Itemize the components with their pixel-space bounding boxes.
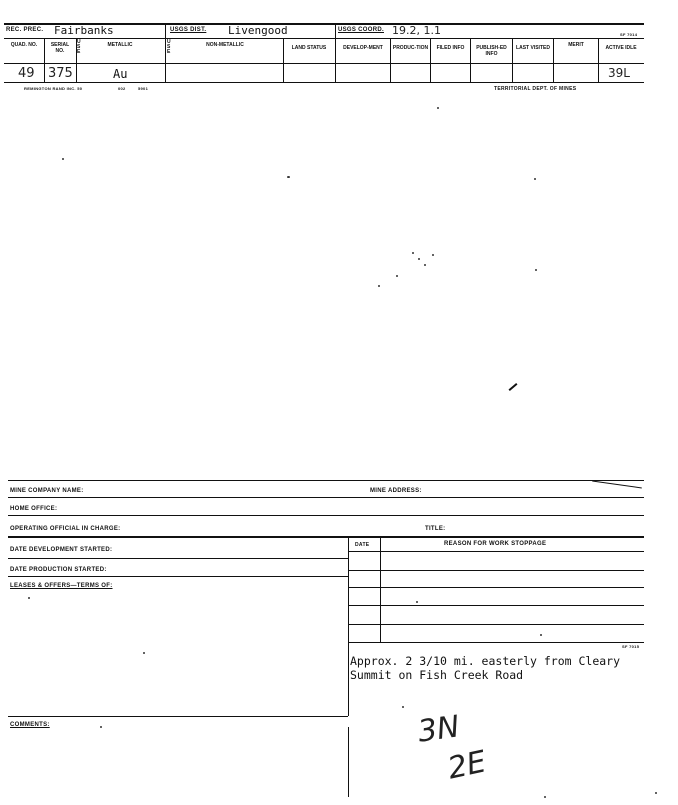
- stoppage-reason-header: REASON FOR WORK STOPPAGE: [444, 541, 547, 547]
- divider: [470, 38, 471, 82]
- col-filed-info: FILED INFO: [436, 45, 465, 51]
- table-row: [348, 642, 644, 643]
- mine-address-label: MINE ADDRESS:: [370, 488, 422, 494]
- table-row: [348, 587, 644, 588]
- speck: [655, 792, 657, 794]
- divider: [390, 38, 391, 82]
- col-non-metallic: NON-METALLIC: [206, 42, 244, 48]
- speck: [412, 252, 414, 254]
- pen-mark: [509, 383, 518, 391]
- comments-label: COMMENTS:: [10, 722, 50, 728]
- col-land-status: LAND STATUS: [291, 45, 327, 51]
- table-row: [348, 551, 644, 552]
- divider: [44, 38, 45, 82]
- col-published-info: PUBLISH-ED INFO: [476, 45, 507, 57]
- col-serial-no: SERIAL NO.: [50, 42, 70, 54]
- col-use-code-2: U S E: [167, 39, 171, 55]
- usgs-coord-label: USGS COORD.: [338, 27, 384, 33]
- speck: [62, 158, 64, 160]
- footer-code-2: 5901: [138, 86, 149, 91]
- form-number-top: SF 7014: [620, 32, 638, 37]
- row-rule: [8, 558, 348, 559]
- metallic-value: Au: [113, 67, 128, 81]
- speck: [402, 706, 404, 708]
- divider: [283, 38, 284, 82]
- col-active-idle: ACTIVE IDLE: [605, 45, 637, 51]
- footer-code-1: 002: [118, 86, 126, 91]
- divider: [430, 38, 431, 82]
- col-development: DEVELOP-MENT: [343, 45, 383, 51]
- bottom-card-top-rule: [8, 480, 644, 481]
- row-rule: [8, 497, 644, 498]
- row-rule: [8, 576, 348, 577]
- handwritten-range: 2E: [444, 744, 490, 787]
- speck: [432, 254, 434, 256]
- speck: [535, 269, 537, 271]
- home-office-label: HOME OFFICE:: [10, 506, 58, 512]
- stoppage-date-header: DATE: [355, 542, 370, 548]
- title-label: TITLE:: [425, 526, 446, 532]
- divider: [348, 538, 349, 716]
- col-production: PRODUC-TION: [392, 45, 429, 51]
- divider: [380, 538, 381, 642]
- top-card-header-rule: [4, 38, 644, 39]
- usgs-coord-value: 19.2, 1.1: [392, 24, 441, 37]
- divider: [512, 38, 513, 82]
- date-development-label: DATE DEVELOPMENT STARTED:: [10, 547, 113, 553]
- col-metallic: METALLIC: [107, 42, 133, 48]
- col-use-code-1: U S E: [77, 39, 81, 55]
- table-row: [348, 570, 644, 571]
- rec-prec-value: Fairbanks: [54, 24, 114, 37]
- usgs-dist-label: USGS DIST.: [170, 27, 207, 33]
- speck: [540, 634, 542, 636]
- speck: [416, 601, 418, 603]
- location-note-line1: Approx. 2 3/10 mi. easterly from Cleary: [350, 654, 621, 668]
- table-row: [348, 605, 644, 606]
- speck: [534, 178, 536, 180]
- col-last-visited: LAST VISITED: [516, 45, 550, 51]
- row-rule: [8, 515, 644, 516]
- form-number-bottom: SF 7015: [622, 644, 640, 649]
- speck: [437, 107, 439, 109]
- row-rule: [8, 536, 644, 538]
- divider: [553, 38, 554, 82]
- divider: [165, 24, 166, 82]
- location-note-line2: Summit on Fish Creek Road: [350, 668, 524, 682]
- active-idle-value: 39L: [608, 66, 630, 80]
- issuing-office: TERRITORIAL DEPT. OF MINES: [494, 86, 577, 92]
- speck: [100, 726, 102, 728]
- date-production-label: DATE PRODUCTION STARTED:: [10, 567, 107, 573]
- mine-company-name-label: MINE COMPANY NAME:: [10, 488, 84, 494]
- row-rule: [8, 716, 348, 717]
- rec-prec-label: REC. PREC.: [6, 27, 44, 33]
- speck: [424, 264, 426, 266]
- divider: [335, 24, 336, 82]
- quad-no-value: 49: [18, 66, 35, 81]
- printer-credit: REMINGTON RAND INC. 50: [24, 86, 83, 91]
- leases-label: LEASES & OFFERS—TERMS OF:: [10, 583, 113, 589]
- speck: [143, 652, 145, 654]
- top-card-bottom-rule: [4, 82, 644, 83]
- operating-official-label: OPERATING OFFICIAL IN CHARGE:: [10, 526, 121, 532]
- handwritten-township: 3N: [415, 709, 462, 750]
- col-merit: MERIT: [568, 42, 584, 48]
- speck: [287, 176, 290, 178]
- divider: [598, 38, 599, 82]
- table-row: [348, 624, 644, 625]
- card-edge-mark: [592, 481, 642, 489]
- speck: [378, 285, 380, 287]
- top-card-column-rule: [4, 63, 644, 64]
- speck: [28, 597, 30, 599]
- divider: [348, 727, 349, 797]
- col-quad-no: QUAD. NO.: [10, 42, 38, 48]
- serial-no-value: 375: [48, 66, 73, 81]
- speck: [544, 796, 546, 798]
- speck: [396, 275, 398, 277]
- usgs-dist-value: Livengood: [228, 24, 288, 37]
- speck: [418, 258, 420, 260]
